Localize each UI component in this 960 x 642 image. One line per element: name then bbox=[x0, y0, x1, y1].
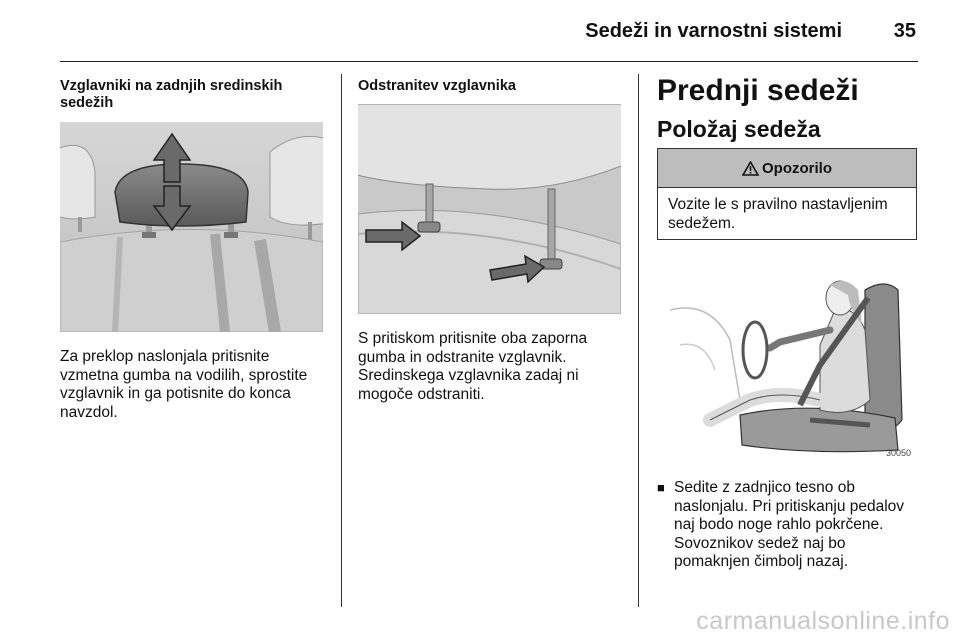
column-divider-2 bbox=[638, 74, 639, 607]
warning-triangle-icon bbox=[742, 161, 759, 176]
column-1-text bbox=[60, 348, 322, 422]
warning-title: Opozorilo bbox=[762, 159, 832, 177]
column-2-text bbox=[358, 330, 620, 404]
warning-text: Vozite le s pravilno nastavljenim sedežem. bbox=[668, 196, 888, 232]
rear-headrest-instructions: Za preklop naslonjala pritisnite vzmetna gumba na vodilih, sprostite vzglavnik in ga potisnite do konca navzdol. bbox=[60, 348, 308, 421]
column-1 bbox=[60, 78, 322, 112]
warning-box bbox=[657, 148, 917, 240]
figure-code: 30050 bbox=[886, 448, 912, 458]
section-title-front-seats: Prednji sedeži bbox=[657, 74, 859, 107]
page-number: 35 bbox=[893, 20, 916, 42]
driver-seat-position-illustration bbox=[670, 250, 920, 462]
header-title: Sedeži in varnostni sistemi bbox=[585, 20, 842, 42]
watermark: carmanualsonline.info bbox=[696, 607, 950, 635]
headrest-removal-illustration bbox=[358, 104, 621, 314]
rear-headrest-illustration bbox=[60, 122, 323, 332]
header-divider bbox=[60, 61, 918, 62]
section-heading-headrest-removal: Odstranitev vzglavnika bbox=[358, 78, 516, 94]
warning-header bbox=[658, 149, 916, 188]
seat-position-bullet bbox=[657, 479, 919, 572]
column-2 bbox=[358, 78, 620, 95]
column-divider-1 bbox=[341, 74, 342, 607]
headrest-removal-instructions: S pritiskom pritisnite oba zaporna gumba in odstranite vzglavnik. Sredinskega vzglavnika zadaj ni mogoče odstraniti. bbox=[358, 330, 588, 403]
section-heading-rear-headrests: Vzglavniki na zadnjih sredinskih sedežih bbox=[60, 78, 283, 111]
subsection-title-seat-position: Položaj sedeža bbox=[657, 116, 821, 142]
bullet-text: Sedite z zadnjico tesno ob naslonjalu. Pri pritiskanju pedalov naj bodo noge rahlo pokrčene. Sovoznikov sedež naj bo pomaknjen čimbolj nazaj. bbox=[674, 479, 905, 570]
square-bullet-icon: ■ bbox=[657, 480, 665, 495]
